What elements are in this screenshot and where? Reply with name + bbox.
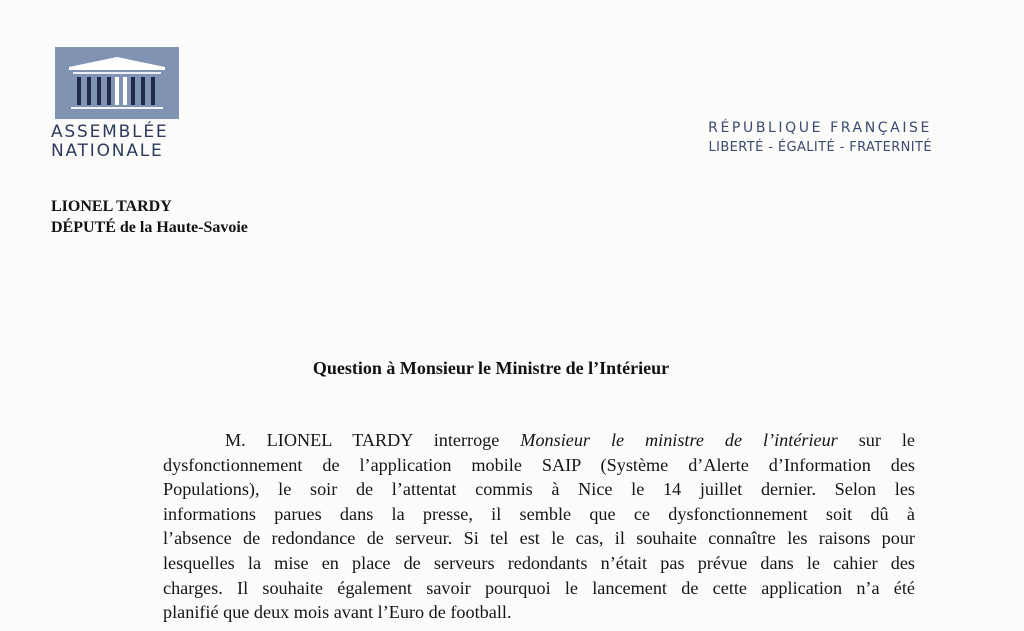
- deputy-block: [51, 196, 248, 238]
- question-line-1-pre: M. LIONEL TARDY interroge: [225, 430, 521, 450]
- question-line-4: informations parues dans la presse, il semble que ce dysfonctionnement soit dû à: [163, 503, 915, 524]
- question-title: Question à Monsieur le Ministre de l’Intérieur: [312, 358, 670, 378]
- republic-header: [708, 118, 932, 158]
- question-body: [163, 428, 915, 625]
- question-line-1: [163, 428, 915, 453]
- question-line-3: Populations), le soir de l’attentat commis à Nice le 14 juillet dernier. Selon les: [163, 479, 915, 500]
- question-line-8: planifié que deux mois avant l’Euro de football.: [163, 602, 512, 623]
- question-line-7: charges. Il souhaite également savoir pourquoi le lancement de cette application n’a été: [163, 577, 915, 598]
- question-line-2: dysfonctionnement de l’application mobile SAIP (Système d’Alerte d’Information des: [163, 454, 915, 475]
- assemblee-nationale-building-icon: [55, 47, 179, 119]
- deputy-name: LIONEL TARDY: [51, 198, 172, 215]
- question-line-5: l’absence de redondance de serveur. Si tel est le cas, il souhaite connaître les raisons pour: [163, 528, 915, 549]
- minister-reference: Monsieur le ministre de l’intérieur: [520, 430, 838, 450]
- question-line-6: lesquelles la mise en place de serveurs redondants n’était pas prévue dans le cahier des: [163, 552, 915, 573]
- question-line-1-post: sur le: [837, 430, 916, 450]
- deputy-title: DÉPUTÉ de la Haute-Savoie: [51, 219, 248, 236]
- republic-motto: LIBERTÉ - ÉGALITÉ - FRATERNITÉ: [708, 140, 932, 155]
- logo-wordmark: [51, 123, 168, 161]
- logo-line-1: ASSEMBLÉE: [51, 122, 169, 142]
- logo-line-2: NATIONALE: [51, 141, 164, 161]
- republic-name: RÉPUBLIQUE FRANÇAISE: [708, 120, 932, 136]
